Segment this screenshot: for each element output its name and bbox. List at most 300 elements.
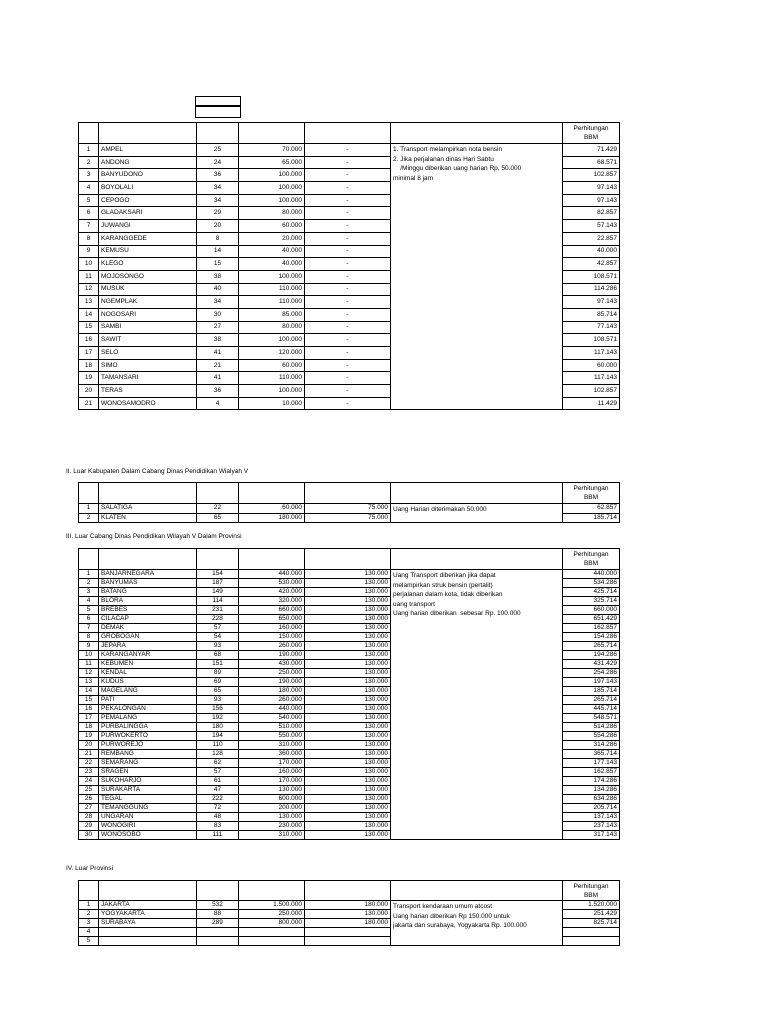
row-number: 1 <box>79 504 99 514</box>
row-name: GLADAKSARI <box>99 207 197 220</box>
row-number: 9 <box>79 245 99 258</box>
header-bbm-text: Perhitungan <box>573 485 609 492</box>
row-transport: 260.000 <box>239 642 305 651</box>
row-bbm: 440.000 <box>563 570 620 579</box>
row-daily: 130.000 <box>305 723 391 732</box>
row-bbm: 71.429 <box>563 144 620 157</box>
row-transport: 800.000 <box>239 919 305 928</box>
row-bbm: 97.143 <box>563 182 620 195</box>
row-transport: 80.000 <box>239 207 305 220</box>
row-daily: - <box>305 359 391 372</box>
notes-cell <box>391 901 563 946</box>
row-distance: 192 <box>197 714 239 723</box>
row-name: JEPARA <box>99 642 197 651</box>
row-number: 11 <box>79 270 99 283</box>
row-distance <box>197 937 239 946</box>
row-distance: 69 <box>197 678 239 687</box>
header-cell <box>197 483 239 504</box>
row-daily: 130.000 <box>305 624 391 633</box>
row-daily: - <box>305 169 391 182</box>
header-bbm-text: BBM <box>583 494 599 501</box>
row-bbm: 548.571 <box>563 714 620 723</box>
row-transport: 530.000 <box>239 579 305 588</box>
row-name: SIMO <box>99 359 197 372</box>
row-number: 13 <box>79 296 99 309</box>
row-distance: 38 <box>197 334 239 347</box>
row-transport: 550.000 <box>239 732 305 741</box>
row-distance: 29 <box>197 207 239 220</box>
table-row <box>79 144 620 157</box>
row-name: SAWIT <box>99 334 197 347</box>
row-number: 7 <box>79 220 99 233</box>
row-number: 22 <box>79 759 99 768</box>
row-distance: 38 <box>197 270 239 283</box>
row-number: 17 <box>79 347 99 360</box>
row-distance: 57 <box>197 624 239 633</box>
row-name: KLEGO <box>99 258 197 271</box>
row-name: BANJARNEGARA <box>99 570 197 579</box>
header-bbm-text: Perhitungan <box>573 551 609 558</box>
row-number: 24 <box>79 777 99 786</box>
row-number: 29 <box>79 822 99 831</box>
row-transport: 150.000 <box>239 633 305 642</box>
row-name: KLATEN <box>99 513 197 523</box>
row-number: 6 <box>79 207 99 220</box>
row-daily: 180.000 <box>305 919 391 928</box>
row-transport: 250.000 <box>239 669 305 678</box>
row-bbm: 185.714 <box>563 687 620 696</box>
row-bbm: 205.714 <box>563 804 620 813</box>
row-name: MUSUK <box>99 283 197 296</box>
row-distance: 156 <box>197 705 239 714</box>
row-number: 4 <box>79 597 99 606</box>
header-cell <box>391 483 563 504</box>
row-distance: 289 <box>197 919 239 928</box>
row-bbm: 11.429 <box>563 397 620 410</box>
row-name: SRAGEN <box>99 768 197 777</box>
row-bbm: 42.857 <box>563 258 620 271</box>
row-number: 10 <box>79 651 99 660</box>
row-distance: 72 <box>197 804 239 813</box>
row-number: 14 <box>79 308 99 321</box>
row-daily: - <box>305 258 391 271</box>
row-name: SEMARANG <box>99 759 197 768</box>
row-name: SUKOHARJO <box>99 777 197 786</box>
row-distance: 25 <box>197 144 239 157</box>
row-daily: 130.000 <box>305 831 391 840</box>
row-bbm: 77.143 <box>563 321 620 334</box>
row-transport: 190.000 <box>239 678 305 687</box>
notes-cell <box>391 570 563 840</box>
row-distance: 8 <box>197 232 239 245</box>
section3-title: III. Luar Cabang Dinas Pendidikan Wilayah V Dalam Provinsi <box>66 533 242 540</box>
row-daily: - <box>305 296 391 309</box>
row-transport: 650.000 <box>239 615 305 624</box>
row-daily: 130.000 <box>305 615 391 624</box>
row-bbm: 174.286 <box>563 777 620 786</box>
row-bbm: 40.000 <box>563 245 620 258</box>
header-bbm-text: Perhitungan <box>573 882 609 890</box>
header-cell <box>391 123 563 144</box>
row-bbm: 57.143 <box>563 220 620 233</box>
row-bbm: 82.857 <box>563 207 620 220</box>
row-daily: 130.000 <box>305 741 391 750</box>
row-number: 20 <box>79 741 99 750</box>
row-daily: 130.000 <box>305 597 391 606</box>
note-line: Uang harian diberikan sebesar Rp. 100.000 <box>393 610 521 617</box>
row-transport: 540.000 <box>239 714 305 723</box>
row-transport: 230.000 <box>239 822 305 831</box>
row-daily: - <box>305 385 391 398</box>
row-number: 3 <box>79 919 99 928</box>
row-name: SURABAYA <box>99 919 197 928</box>
row-bbm: 251.429 <box>563 910 620 919</box>
row-name: WONOSAMODRO <box>99 397 197 410</box>
row-daily: 130.000 <box>305 606 391 615</box>
row-distance: 15 <box>197 258 239 271</box>
row-distance: 114 <box>197 597 239 606</box>
row-transport: 100.000 <box>239 385 305 398</box>
notes-cell <box>391 504 563 523</box>
row-name: KENDAL <box>99 669 197 678</box>
row-transport: 170.000 <box>239 759 305 768</box>
row-daily: 130.000 <box>305 588 391 597</box>
row-bbm: 102.857 <box>563 385 620 398</box>
header-cell <box>79 123 99 144</box>
row-number: 9 <box>79 642 99 651</box>
row-transport: 10.000 <box>239 397 305 410</box>
note-line: 1. Transport melampirkan nota bensin <box>393 146 503 153</box>
row-bbm: 108.571 <box>563 270 620 283</box>
row-transport: 160.000 <box>239 624 305 633</box>
row-daily: 130.000 <box>305 633 391 642</box>
row-transport: 1.500.000 <box>239 901 305 910</box>
row-number: 18 <box>79 723 99 732</box>
header-cell-box <box>195 105 241 118</box>
row-name: NGEMPLAK <box>99 296 197 309</box>
row-number: 13 <box>79 678 99 687</box>
note-line: jakarta dan surabaya, Yogyakarta Rp. 100.000 <box>393 922 527 929</box>
row-number: 2 <box>79 579 99 588</box>
row-number: 11 <box>79 660 99 669</box>
row-number: 5 <box>79 194 99 207</box>
row-name: SELO <box>99 347 197 360</box>
row-distance: 154 <box>197 570 239 579</box>
row-daily: 130.000 <box>305 687 391 696</box>
row-daily: 130.000 <box>305 696 391 705</box>
row-transport: 60.000 <box>239 359 305 372</box>
row-number: 20 <box>79 385 99 398</box>
row-distance: 20 <box>197 220 239 233</box>
row-transport: 170.000 <box>239 777 305 786</box>
row-distance: 111 <box>197 831 239 840</box>
row-distance: 61 <box>197 777 239 786</box>
row-bbm: 825.714 <box>563 919 620 928</box>
row-distance <box>197 928 239 937</box>
row-bbm: 317.143 <box>563 831 620 840</box>
row-name: DEMAK <box>99 624 197 633</box>
row-transport: 440.000 <box>239 570 305 579</box>
row-distance: 187 <box>197 579 239 588</box>
row-daily: 130.000 <box>305 910 391 919</box>
row-distance: 4 <box>197 397 239 410</box>
row-name: BLORA <box>99 597 197 606</box>
row-bbm: 554.286 <box>563 732 620 741</box>
row-number: 1 <box>79 901 99 910</box>
row-daily: 130.000 <box>305 669 391 678</box>
row-bbm: 534.286 <box>563 579 620 588</box>
row-number: 4 <box>79 928 99 937</box>
row-bbm: 1.520.000 <box>563 901 620 910</box>
row-bbm <box>563 928 620 937</box>
row-distance: 57 <box>197 768 239 777</box>
row-transport: 130.000 <box>239 813 305 822</box>
row-distance: 93 <box>197 642 239 651</box>
note-line: melampirkan struk bensin (pertalit) <box>393 581 493 589</box>
header-bbm-cell <box>563 483 620 504</box>
row-daily: 130.000 <box>305 732 391 741</box>
row-distance: 89 <box>197 669 239 678</box>
row-transport: 70.000 <box>239 144 305 157</box>
row-distance: 36 <box>197 169 239 182</box>
row-bbm: 134.286 <box>563 786 620 795</box>
table-header-row <box>79 881 620 901</box>
row-distance: 34 <box>197 194 239 207</box>
note-line: Uang Harian diterimakan 50.000 <box>393 506 487 513</box>
header-cell <box>239 881 305 901</box>
row-daily: - <box>305 397 391 410</box>
row-name: TEGAL <box>99 795 197 804</box>
note-line: Transport kendaraan umum atcost <box>393 903 493 910</box>
table-header-row <box>79 483 620 504</box>
row-transport: 320.000 <box>239 597 305 606</box>
row-distance: 48 <box>197 813 239 822</box>
row-number: 25 <box>79 786 99 795</box>
row-transport: 260.000 <box>239 696 305 705</box>
row-number: 12 <box>79 283 99 296</box>
row-name: NOGOSARI <box>99 308 197 321</box>
row-daily: - <box>305 308 391 321</box>
header-cell <box>99 483 197 504</box>
row-daily: 75.000 <box>305 513 391 523</box>
header-cell <box>239 549 305 570</box>
row-name: AMPEL <box>99 144 197 157</box>
row-bbm: 445.714 <box>563 705 620 714</box>
row-daily: 180.000 <box>305 901 391 910</box>
row-number: 8 <box>79 232 99 245</box>
row-bbm: 60.000 <box>563 359 620 372</box>
row-name: JUWANGI <box>99 220 197 233</box>
row-number: 19 <box>79 372 99 385</box>
header-cell <box>79 549 99 570</box>
row-transport: 310.000 <box>239 741 305 750</box>
row-daily: 130.000 <box>305 822 391 831</box>
row-name: MOJOSONGO <box>99 270 197 283</box>
row-name: KARANGANYAR <box>99 651 197 660</box>
row-transport <box>239 928 305 937</box>
row-transport: 310.000 <box>239 831 305 840</box>
notes-cell <box>391 144 563 410</box>
row-name: BOYOLALI <box>99 182 197 195</box>
row-transport: 440.000 <box>239 705 305 714</box>
header-cell <box>197 881 239 901</box>
row-daily: 130.000 <box>305 768 391 777</box>
row-transport: 190.000 <box>239 651 305 660</box>
row-transport: 85.000 <box>239 308 305 321</box>
row-bbm: 197.143 <box>563 678 620 687</box>
row-number: 15 <box>79 321 99 334</box>
row-name: TERAS <box>99 385 197 398</box>
row-name: BANYUDONO <box>99 169 197 182</box>
section4-table <box>78 880 620 946</box>
row-name: BANYUMAS <box>99 579 197 588</box>
row-bbm: 185.714 <box>563 513 620 523</box>
row-bbm: 22.857 <box>563 232 620 245</box>
row-number: 16 <box>79 705 99 714</box>
row-distance: 40 <box>197 283 239 296</box>
row-number: 12 <box>79 669 99 678</box>
row-transport: 430.000 <box>239 660 305 669</box>
note-line: minimal 8 jam <box>393 174 434 182</box>
header-cell <box>79 483 99 504</box>
row-daily: 130.000 <box>305 804 391 813</box>
section2-title: II. Luar Kabupaten Dalam Cabang Dinas Pendidikan Wialyah V <box>66 468 249 475</box>
row-distance: 47 <box>197 786 239 795</box>
note-line: Uang Transport diberikan jika dapat <box>393 572 496 579</box>
row-name <box>99 928 197 937</box>
row-bbm: 514.286 <box>563 723 620 732</box>
row-transport: 20.000 <box>239 232 305 245</box>
row-bbm: 117.143 <box>563 372 620 385</box>
row-number: 6 <box>79 615 99 624</box>
row-transport: 60.000 <box>239 220 305 233</box>
row-name: KARANGGEDE <box>99 232 197 245</box>
header-cell <box>305 483 391 504</box>
row-distance: 149 <box>197 588 239 597</box>
row-distance: 65 <box>197 513 239 523</box>
row-bbm: 365.714 <box>563 750 620 759</box>
header-cell <box>391 881 563 901</box>
row-bbm: 162.857 <box>563 768 620 777</box>
row-number: 16 <box>79 334 99 347</box>
row-daily: 130.000 <box>305 642 391 651</box>
row-daily: - <box>305 347 391 360</box>
row-daily: - <box>305 144 391 157</box>
row-transport: 110.000 <box>239 372 305 385</box>
row-number: 27 <box>79 804 99 813</box>
row-transport: 660.000 <box>239 606 305 615</box>
row-distance: 231 <box>197 606 239 615</box>
row-transport: 120.000 <box>239 347 305 360</box>
row-name: KEBUMEN <box>99 660 197 669</box>
row-name: BATANG <box>99 588 197 597</box>
row-daily: - <box>305 372 391 385</box>
table-row <box>79 504 620 514</box>
row-daily: 130.000 <box>305 651 391 660</box>
header-cell <box>239 123 305 144</box>
row-daily: 130.000 <box>305 678 391 687</box>
row-transport: 100.000 <box>239 334 305 347</box>
row-number: 4 <box>79 182 99 195</box>
note-line: perjalanan dalam kota, tidak diberikan <box>393 591 503 598</box>
row-number: 14 <box>79 687 99 696</box>
row-number: 23 <box>79 768 99 777</box>
row-transport: 130.000 <box>239 786 305 795</box>
row-number: 15 <box>79 696 99 705</box>
row-name: YOGYAKARTA <box>99 910 197 919</box>
row-daily: - <box>305 270 391 283</box>
row-bbm: 634.286 <box>563 795 620 804</box>
row-name: KUDUS <box>99 678 197 687</box>
row-bbm: 314.286 <box>563 741 620 750</box>
row-distance: 110 <box>197 741 239 750</box>
row-distance: 68 <box>197 651 239 660</box>
header-bbm-cell <box>563 881 620 901</box>
row-daily: - <box>305 182 391 195</box>
row-name: SALATIGA <box>99 504 197 514</box>
header-bbm-cell <box>563 123 620 144</box>
row-name: PEKALONGAN <box>99 705 197 714</box>
row-number: 28 <box>79 813 99 822</box>
row-name: ANDONG <box>99 156 197 169</box>
row-transport: 110.000 <box>239 296 305 309</box>
row-distance: 65 <box>197 687 239 696</box>
row-number: 3 <box>79 169 99 182</box>
row-transport: 40.000 <box>239 258 305 271</box>
row-number: 21 <box>79 397 99 410</box>
row-daily: 130.000 <box>305 759 391 768</box>
row-bbm: 237.143 <box>563 822 620 831</box>
row-distance: 41 <box>197 347 239 360</box>
row-number: 1 <box>79 144 99 157</box>
header-bbm-text: BBM <box>583 891 599 899</box>
row-name: WONOGIRI <box>99 822 197 831</box>
row-name: WONOSOBO <box>99 831 197 840</box>
row-transport: 100.000 <box>239 182 305 195</box>
row-number: 26 <box>79 795 99 804</box>
row-name: PURBALINGGA <box>99 723 197 732</box>
row-name: SURAKARTA <box>99 786 197 795</box>
row-daily: 130.000 <box>305 786 391 795</box>
row-daily: 130.000 <box>305 750 391 759</box>
row-bbm: 425.714 <box>563 588 620 597</box>
row-name: MAGELANG <box>99 687 197 696</box>
row-daily: - <box>305 220 391 233</box>
row-distance: 222 <box>197 795 239 804</box>
row-bbm <box>563 937 620 946</box>
row-daily: 130.000 <box>305 705 391 714</box>
header-cell <box>305 123 391 144</box>
note-line: uang transport <box>393 600 435 608</box>
row-number: 2 <box>79 513 99 523</box>
header-bbm-cell <box>563 549 620 570</box>
section1-table <box>78 122 620 410</box>
header-cell <box>99 881 197 901</box>
row-bbm: 108.571 <box>563 334 620 347</box>
note-line: 2. Jika perjalanan dinas Hari Sabtu <box>393 155 494 163</box>
row-transport: 65.000 <box>239 156 305 169</box>
row-name: BREBES <box>99 606 197 615</box>
row-transport: 200.000 <box>239 804 305 813</box>
row-bbm: 194.286 <box>563 651 620 660</box>
row-daily: 130.000 <box>305 813 391 822</box>
row-number: 18 <box>79 359 99 372</box>
header-cell <box>239 483 305 504</box>
header-cell <box>79 881 99 901</box>
row-distance: 14 <box>197 245 239 258</box>
row-transport: 510.000 <box>239 723 305 732</box>
row-bbm: 97.143 <box>563 296 620 309</box>
